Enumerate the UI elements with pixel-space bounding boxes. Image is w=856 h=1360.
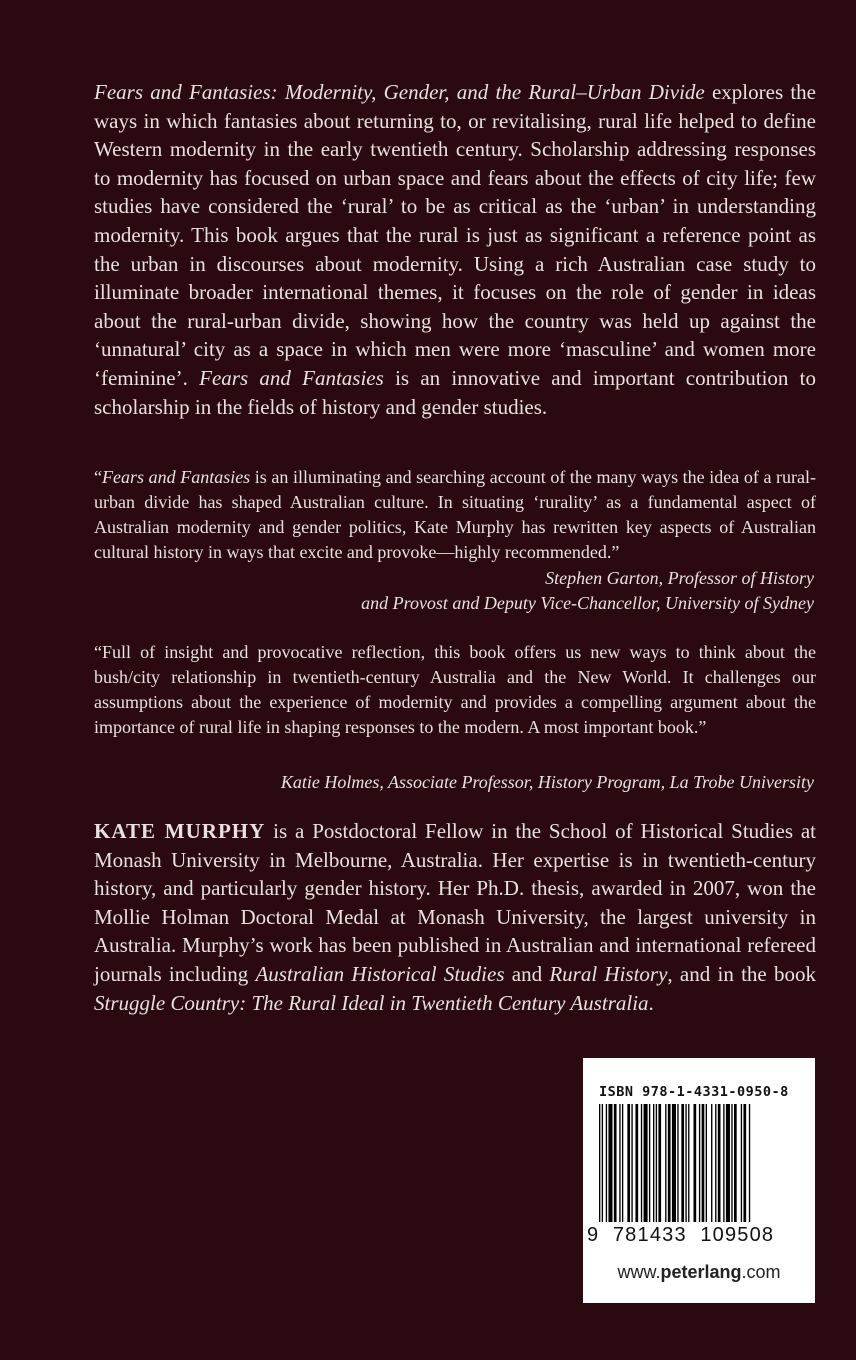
barcode-digits-right: 109508: [700, 1224, 775, 1246]
barcode-digits: [587, 1224, 815, 1247]
barcode-bar: [641, 1104, 642, 1222]
barcode-bar: [718, 1104, 721, 1222]
review-2-attribution: Katie Holmes, Associate Professor, History Program, La Trobe University: [280, 772, 814, 792]
bio-text-4: .: [648, 990, 654, 1015]
barcode-bar: [741, 1104, 742, 1222]
barcode-bar: [688, 1104, 689, 1222]
author-bio: [94, 817, 816, 1017]
barcode-bar: [731, 1104, 732, 1222]
description-text-2: is an innovative and important contribution to scholarship in the fields of history and gender studies.: [94, 365, 817, 419]
barcode-bar: [723, 1104, 724, 1222]
barcode-bar: [635, 1104, 638, 1222]
barcode-bar: [672, 1104, 676, 1222]
barcode-bar: [614, 1104, 617, 1222]
barcode-digit-first: 9: [587, 1224, 600, 1246]
review-1-attribution-line-1: Stephen Garton, Professor of History: [545, 568, 814, 588]
barcode-icon: [599, 1104, 799, 1228]
barcode-bar: [653, 1104, 654, 1222]
barcode-bar: [606, 1104, 607, 1222]
barcode-bar: [644, 1104, 648, 1222]
journal-1: Australian Historical Studies: [255, 961, 505, 986]
barcode-bar: [711, 1104, 712, 1222]
bio-text-1: is a Postdoctoral Fellow in the School of Historical Studies at Monash University in Melbourne, Australia. Her expertise is in twentieth-century history, and particularly gender history. Her Ph.D. thesis, awarded in 2007, won the Mollie Holman Doctoral Medal at Monash University, the largest university in Australia. Murphy’s work has been published in Australian and international refereed journals including: [94, 819, 816, 986]
barcode-bar: [726, 1104, 730, 1222]
review-1-open-quote: “: [94, 467, 102, 487]
barcode-bar: [619, 1104, 620, 1222]
barcode-bar: [699, 1104, 700, 1222]
barcode-bar: [602, 1104, 603, 1222]
url-brand: peterlang: [660, 1262, 742, 1282]
barcode-bar: [658, 1104, 661, 1222]
review-1-title: Fears and Fantasies: [102, 467, 251, 487]
book-title: Fears and Fantasies: Modernity, Gender, and the Rural–Urban Divide: [94, 80, 705, 104]
barcode-bar: [608, 1104, 612, 1222]
url-prefix: www.: [617, 1262, 661, 1282]
book-description: [94, 78, 816, 421]
barcode-bar: [749, 1104, 750, 1222]
review-1-text: is an illuminating and searching account of the many ways the idea of a rural-urban divide has shaped Australian culture. In situating ‘rurality’ as a fundamental aspect of Australian modernity and gender politics, Kate Murphy has rewritten key aspects of Australian cultural history in ways that excite and provoke—highly recommended.”: [94, 467, 817, 562]
author-name: KATE MURPHY: [94, 819, 266, 843]
barcode-bar: [734, 1104, 737, 1222]
barcode-bar: [649, 1104, 650, 1222]
barcode-bar: [677, 1104, 678, 1222]
bio-text-2: and: [504, 961, 550, 986]
barcode-bar: [668, 1104, 671, 1222]
barcode-bar: [622, 1104, 623, 1222]
publisher-url[interactable]: [583, 1262, 815, 1283]
barcode-bar: [599, 1104, 600, 1222]
barcode-bar: [706, 1104, 707, 1222]
review-1-attribution-line-2: and Provost and Deputy Vice-Chancellor, University of Sydney: [361, 593, 814, 613]
barcode-bar: [681, 1104, 684, 1222]
review-quote-1: [94, 465, 816, 565]
book-title-short: Fears and Fantasies: [199, 365, 384, 390]
review-1-attribution: [92, 566, 814, 616]
review-quote-2: “Full of insight and provocative reflection, this book offers us new ways to think about the bush/city relationship in twentieth-century Australia and the New World. It challenges our assumptions about the experience of modernity and provides a compelling argument about the importance of rural life in shaping responses to the modern. A most important book.”: [94, 642, 816, 737]
journal-2: Rural History: [549, 961, 668, 986]
description-text-1: explores the ways in which fantasies about returning to, or revitalising, rural life helped to define Western modernity in the early twentieth century. Scholarship addressing responses to modernity has focused on urban space and fears about the effects of city life; few studies have considered the ‘rural’ to be as critical as the ‘urban’ in understanding modernity. This book argues that the rural is just as significant a reference point as the urban in discourses about modernity. Using a rich Australian case study to illuminate broader international themes, it focuses on the role of gender in ideas about the rural-urban divide, showing how the country was held up against the ‘unnatural’ city as a space in which men were more ‘masculine’ and women more ‘feminine’.: [94, 80, 817, 390]
barcode-bar: [685, 1104, 686, 1222]
url-suffix: .com: [741, 1262, 781, 1282]
barcode-bar: [627, 1104, 630, 1222]
barcode-bar: [631, 1104, 632, 1222]
barcode-bar: [715, 1104, 716, 1222]
barcode-bar: [743, 1104, 746, 1222]
barcode-bar: [694, 1104, 697, 1222]
isbn-label: ISBN 978-1-4331-0950-8: [599, 1084, 789, 1100]
barcode-bar: [656, 1104, 657, 1222]
barcode-bar: [665, 1104, 666, 1222]
barcode-digits-left: 781433: [612, 1224, 687, 1246]
barcode-panel: [583, 1058, 815, 1303]
barcode-bar: [702, 1104, 705, 1222]
bio-text-3: , and in the book: [667, 961, 816, 986]
book-reference: Struggle Country: The Rural Ideal in Twentieth Century Australia: [94, 990, 649, 1015]
